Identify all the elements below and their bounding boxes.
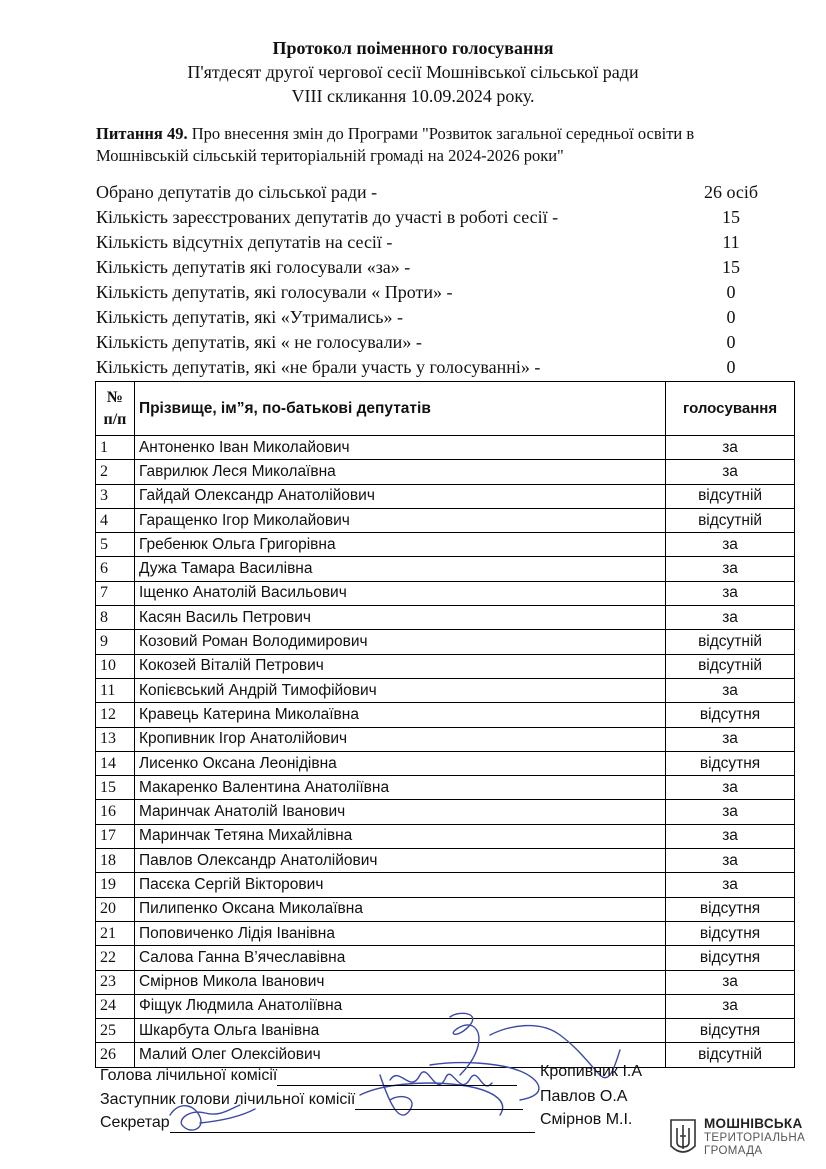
trident-icon	[668, 1116, 698, 1160]
stat-row	[96, 355, 776, 380]
row-number: 9	[96, 630, 135, 654]
stat-row	[96, 305, 776, 330]
signature-secretary: Секретар	[100, 1113, 535, 1133]
row-number: 25	[96, 1019, 135, 1043]
header-name: Прізвище, ім”я, по-батькові депутатів	[134, 382, 665, 436]
deputy-name: Пилипенко Оксана Миколаївна	[134, 897, 665, 921]
stat-row	[96, 280, 776, 305]
stat-label: Кількість зареєстрованих депутатів до участі в роботі сесії -	[96, 207, 559, 227]
table-row	[96, 873, 795, 897]
table-row	[96, 946, 795, 970]
vote-result: за	[666, 727, 795, 751]
table-header-row	[96, 382, 795, 436]
vote-result: відсутня	[666, 703, 795, 727]
table-row	[96, 533, 795, 557]
table-row	[96, 606, 795, 630]
stat-row	[96, 255, 776, 280]
stat-value: 0	[726, 357, 736, 377]
signature-deputy-chair: Заступник голови лічильної комісії	[100, 1090, 523, 1110]
stat-row	[96, 180, 776, 205]
table-row	[96, 678, 795, 702]
convocation-line: VIII скликання 10.09.2024 року.	[291, 86, 535, 106]
deputy-name: Гребенюк Ольга Григорівна	[134, 533, 665, 557]
row-number: 4	[96, 508, 135, 532]
row-number: 18	[96, 849, 135, 873]
table-row	[96, 1019, 795, 1043]
agenda-question	[96, 123, 776, 167]
deputy-name: Іщенко Анатолій Васильович	[134, 581, 665, 605]
table-row	[96, 654, 795, 678]
stat-value: 26 осіб	[703, 182, 759, 202]
vote-result: за	[666, 994, 795, 1018]
deputy-name: Малий Олег Олексійович	[134, 1043, 665, 1067]
row-number: 26	[96, 1043, 135, 1067]
row-number: 2	[96, 460, 135, 484]
deputy-name: Маринчак Тетяна Михайлівна	[134, 824, 665, 848]
deputy-name: Пасєка Сергій Вікторович	[134, 873, 665, 897]
vote-result: за	[666, 849, 795, 873]
row-number: 5	[96, 533, 135, 557]
table-row	[96, 508, 795, 532]
stat-value: 0	[726, 332, 736, 352]
row-number: 22	[96, 946, 135, 970]
deputy-name: Кокозей Віталій Петрович	[134, 654, 665, 678]
table-row	[96, 727, 795, 751]
vote-result: відсутня	[666, 946, 795, 970]
stat-value: 11	[722, 232, 740, 252]
table-row	[96, 970, 795, 994]
table-row	[96, 703, 795, 727]
row-number: 23	[96, 970, 135, 994]
vote-result: за	[666, 873, 795, 897]
stat-label: Кількість депутатів які голосували «за» -	[96, 257, 411, 277]
deputy-name: Козовий Роман Володимирович	[134, 630, 665, 654]
stat-label: Кількість депутатів, які голосували « Проти» -	[96, 282, 453, 302]
vote-result: відсутня	[666, 921, 795, 945]
community-logo	[668, 1116, 818, 1164]
protocol-title: Протокол поіменного голосування	[272, 38, 554, 58]
stat-label: Кількість депутатів, які «не брали участь у голосуванні» -	[96, 357, 541, 377]
vote-result: за	[666, 824, 795, 848]
stat-row	[96, 330, 776, 355]
roll-call-table	[95, 381, 795, 1068]
table-row	[96, 994, 795, 1018]
row-number: 8	[96, 606, 135, 630]
stat-row	[96, 230, 776, 255]
logo-line-1: МОШНІВСЬКА	[704, 1116, 803, 1131]
deputy-name: Гаращенко Ігор Миколайович	[134, 508, 665, 532]
stat-value: 15	[722, 257, 740, 277]
table-row	[96, 581, 795, 605]
row-number: 7	[96, 581, 135, 605]
row-number: 6	[96, 557, 135, 581]
deputy-name: Кропивник Ігор Анатолійович	[134, 727, 665, 751]
vote-result: відсутній	[666, 630, 795, 654]
table-row	[96, 776, 795, 800]
table-row	[96, 436, 795, 460]
deputy-name: Павлов Олександр Анатолійович	[134, 849, 665, 873]
table-row	[96, 849, 795, 873]
deputy-name: Касян Василь Петрович	[134, 606, 665, 630]
row-number: 14	[96, 751, 135, 775]
signature-line	[170, 1116, 535, 1133]
stat-label: Кількість депутатів, які « не голосували» -	[96, 332, 422, 352]
stat-value: 15	[722, 207, 740, 227]
vote-result: відсутня	[666, 1019, 795, 1043]
stat-label: Обрано депутатів до сільської ради -	[96, 182, 378, 202]
stat-label: Кількість депутатів, які «Утримались» -	[96, 307, 403, 327]
row-number: 11	[96, 678, 135, 702]
chair-name: Кропивник І.А	[540, 1063, 642, 1080]
row-number: 21	[96, 921, 135, 945]
deputy-name: Шкарбута Ольга Іванівна	[134, 1019, 665, 1043]
deputy-name: Дужа Тамара Василівна	[134, 557, 665, 581]
vote-result: відсутній	[666, 484, 795, 508]
table-row	[96, 1043, 795, 1067]
table-row	[96, 630, 795, 654]
stat-value: 0	[726, 307, 736, 327]
vote-result: за	[666, 606, 795, 630]
stat-value: 0	[726, 282, 736, 302]
deputy-name: Фіщук Людмила Анатоліївна	[134, 994, 665, 1018]
logo-line-3: ГРОМАДА	[704, 1145, 763, 1157]
deputy-name: Смірнов Микола Іванович	[134, 970, 665, 994]
deputy-name: Гаврилюк Леся Миколаївна	[134, 460, 665, 484]
signature-chair: Голова лічильної комісії	[100, 1066, 517, 1086]
vote-result: за	[666, 970, 795, 994]
vote-summary	[96, 180, 776, 380]
deputy-name: Лисенко Оксана Леонідівна	[134, 751, 665, 775]
deputy-name: Копієвський Андрій Тимофійович	[134, 678, 665, 702]
row-number: 12	[96, 703, 135, 727]
table-row	[96, 751, 795, 775]
deputy-name: Поповиченко Лідія Іванівна	[134, 921, 665, 945]
row-number: 10	[96, 654, 135, 678]
row-number: 3	[96, 484, 135, 508]
vote-result: за	[666, 678, 795, 702]
row-number: 1	[96, 436, 135, 460]
question-label: Питання 49.	[96, 124, 188, 143]
vote-result: за	[666, 557, 795, 581]
deputy-name: Гайдай Олександр Анатолійович	[134, 484, 665, 508]
stat-row	[96, 205, 776, 230]
signature-line	[355, 1093, 523, 1110]
row-number: 16	[96, 800, 135, 824]
secretary-name: Смірнов М.І.	[540, 1111, 633, 1128]
table-row	[96, 460, 795, 484]
table-row	[96, 484, 795, 508]
vote-result: відсутній	[666, 654, 795, 678]
vote-result: за	[666, 436, 795, 460]
row-number: 19	[96, 873, 135, 897]
row-number: 20	[96, 897, 135, 921]
logo-line-2: ТЕРИТОРІАЛЬНА	[704, 1132, 806, 1144]
table-row	[96, 557, 795, 581]
vote-result: за	[666, 776, 795, 800]
row-number: 15	[96, 776, 135, 800]
deputy-name: Антоненко Іван Миколайович	[134, 436, 665, 460]
table-row	[96, 921, 795, 945]
vote-result: за	[666, 533, 795, 557]
vote-result: за	[666, 460, 795, 484]
signature-line	[277, 1069, 517, 1086]
row-number: 13	[96, 727, 135, 751]
row-number: 17	[96, 824, 135, 848]
stat-label: Кількість відсутніх депутатів на сесії -	[96, 232, 393, 252]
deputy-chair-name: Павлов О.А	[540, 1088, 628, 1105]
table-row	[96, 800, 795, 824]
row-number: 24	[96, 994, 135, 1018]
question-text: Про внесення змін до Програми "Розвиток загальної середньої освіти в Мошнівській сільській територіальній громаді на 2024-2026 роки"	[96, 124, 695, 165]
vote-result: відсутній	[666, 1043, 795, 1067]
vote-result: відсутня	[666, 751, 795, 775]
deputy-name: Кравець Катерина Миколаївна	[134, 703, 665, 727]
table-row	[96, 897, 795, 921]
vote-result: за	[666, 800, 795, 824]
vote-result: за	[666, 581, 795, 605]
session-line: П'ятдесят другої чергової сесії Мошнівської сільської ради	[187, 62, 639, 82]
vote-result: відсутня	[666, 897, 795, 921]
table-row	[96, 824, 795, 848]
header-vote: голосування	[666, 382, 795, 436]
deputy-name: Салова Ганна В’ячеславівна	[134, 946, 665, 970]
deputy-name: Макаренко Валентина Анатоліївна	[134, 776, 665, 800]
vote-result: відсутній	[666, 508, 795, 532]
header-number: № п/п	[96, 382, 135, 436]
deputy-name: Маринчак Анатолій Іванович	[134, 800, 665, 824]
